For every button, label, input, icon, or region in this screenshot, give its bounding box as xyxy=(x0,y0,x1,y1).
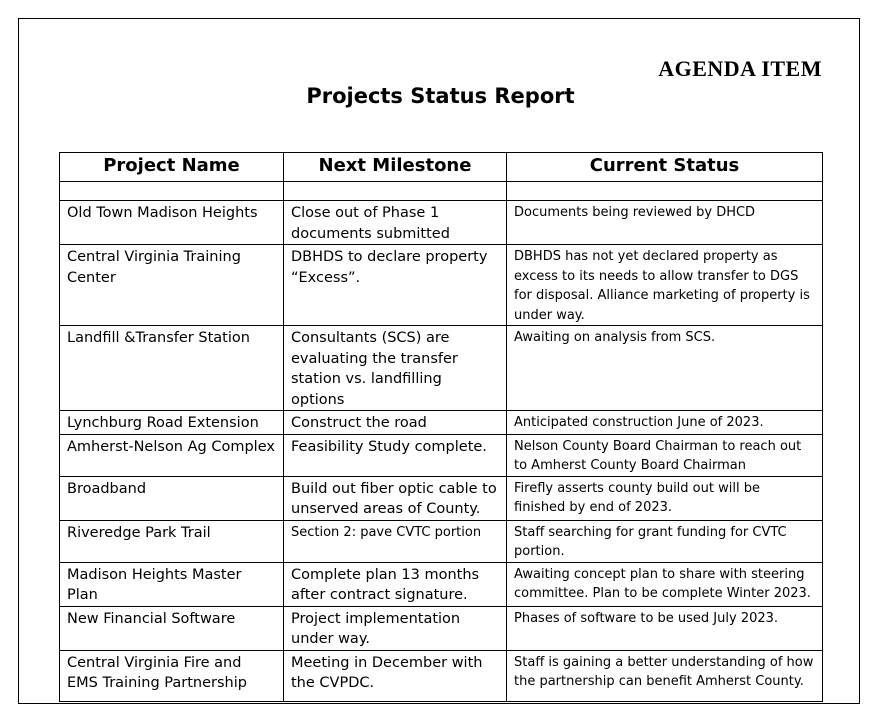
status-cell: Staff searching for grant funding for CVTC portion. xyxy=(507,520,823,562)
header-next-milestone: Next Milestone xyxy=(284,153,507,182)
table-row xyxy=(60,562,823,606)
header-project-name: Project Name xyxy=(60,153,284,182)
table-row xyxy=(60,326,823,411)
table-row xyxy=(60,201,823,245)
project-cell: Riveredge Park Trail xyxy=(60,520,284,562)
milestone-cell: Project implementation under way. xyxy=(284,606,507,650)
milestone-cell: Feasibility Study complete. xyxy=(284,434,507,476)
table-spacer-row xyxy=(60,182,823,201)
milestone-cell: Meeting in December with the CVPDC. xyxy=(284,650,507,701)
status-cell: Phases of software to be used July 2023. xyxy=(507,606,823,650)
milestone-cell: Consultants (SCS) are evaluating the transfer station vs. landfilling options xyxy=(284,326,507,411)
status-cell: Nelson County Board Chairman to reach out to Amherst County Board Chairman xyxy=(507,434,823,476)
table-row xyxy=(60,606,823,650)
status-cell: Awaiting concept plan to share with steering committee. Plan to be complete Winter 2023. xyxy=(507,562,823,606)
table-row xyxy=(60,434,823,476)
project-cell: Central Virginia Training Center xyxy=(60,245,284,326)
status-cell: Awaiting on analysis from SCS. xyxy=(507,326,823,411)
status-cell: DBHDS has not yet declared property as excess to its needs to allow transfer to DGS for disposal. Alliance marketing of property is under way. xyxy=(507,245,823,326)
project-cell: Amherst-Nelson Ag Complex xyxy=(60,434,284,476)
table-row xyxy=(60,476,823,520)
report-title: Projects Status Report xyxy=(306,84,575,108)
milestone-cell: Build out fiber optic cable to unserved areas of County. xyxy=(284,476,507,520)
milestone-cell: Close out of Phase 1 documents submitted xyxy=(284,201,507,245)
table-row xyxy=(60,245,823,326)
table-row xyxy=(60,411,823,435)
milestone-cell: Complete plan 13 months after contract signature. xyxy=(284,562,507,606)
project-cell: Central Virginia Fire and EMS Training Partnership xyxy=(60,650,284,701)
project-cell: Landfill &Transfer Station xyxy=(60,326,284,411)
project-cell: Lynchburg Road Extension xyxy=(60,411,284,435)
table-header-row xyxy=(60,153,823,182)
header-current-status: Current Status xyxy=(507,153,823,182)
project-cell: New Financial Software xyxy=(60,606,284,650)
milestone-cell: Section 2: pave CVTC portion xyxy=(284,520,507,562)
status-cell: Firefly asserts county build out will be finished by end of 2023. xyxy=(507,476,823,520)
project-cell: Broadband xyxy=(60,476,284,520)
agenda-item-label: AGENDA ITEM xyxy=(658,56,822,81)
status-cell: Anticipated construction June of 2023. xyxy=(507,411,823,435)
table-row xyxy=(60,650,823,701)
milestone-cell: Construct the road xyxy=(284,411,507,435)
project-cell: Madison Heights Master Plan xyxy=(60,562,284,606)
projects-status-table xyxy=(59,152,823,702)
milestone-cell: DBHDS to declare property “Excess”. xyxy=(284,245,507,326)
status-cell: Documents being reviewed by DHCD xyxy=(507,201,823,245)
project-cell: Old Town Madison Heights xyxy=(60,201,284,245)
table-row xyxy=(60,520,823,562)
status-cell: Staff is gaining a better understanding of how the partnership can benefit Amherst County. xyxy=(507,650,823,701)
